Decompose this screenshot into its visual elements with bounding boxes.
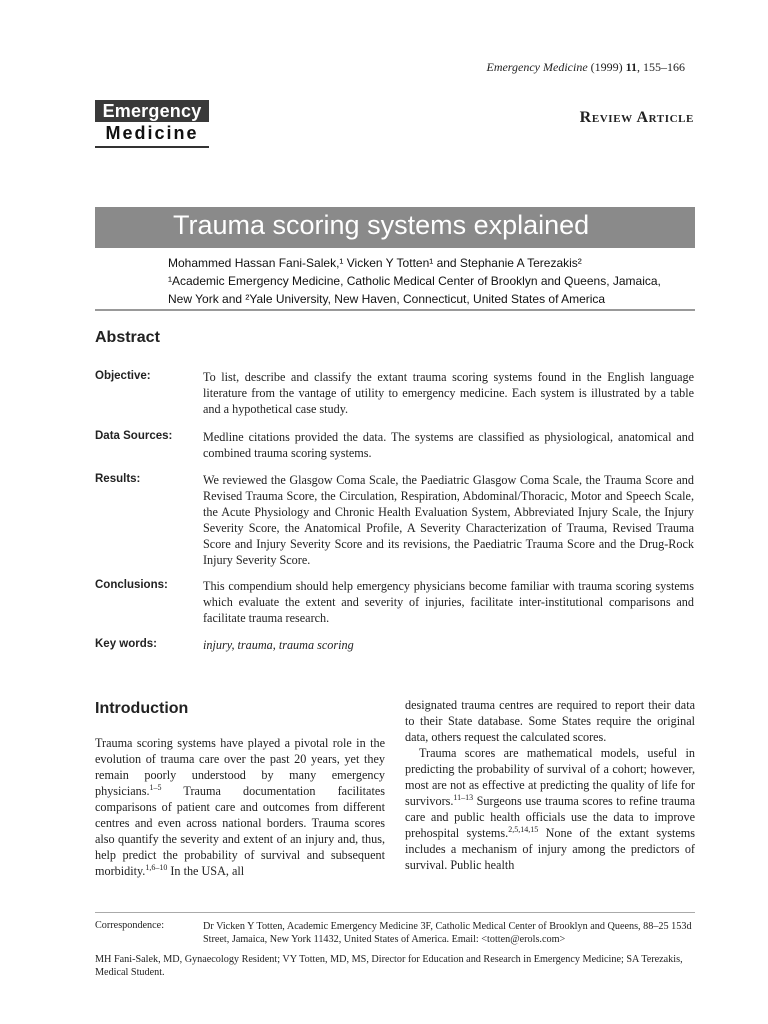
- footer-divider: [95, 912, 695, 913]
- objective-text: To list, describe and classify the extant trauma scoring systems found in the English language literature from the vantage of utility to emergency medicine. Each system is illustrated by a table and a hypothetical case study.: [203, 370, 694, 416]
- citation-ref: 1–5: [149, 782, 162, 792]
- correspondence-text: Dr Vicken Y Totten, Academic Emergency Medicine 3F, Catholic Medical Center of Brooklyn and Queens, 88–25 153d Street, Jamaica, New York 11432, United States of America. Email: <totten@erols.com>: [203, 921, 692, 945]
- intro-text: None of the extant systems includes a mechanism of injury among the predictors of survival. Public health: [405, 826, 695, 872]
- results-text: We reviewed the Glasgow Coma Scale, the Paediatric Glasgow Coma Scale, the Trauma Score and Revised Trauma Score, the Circulation, Respiration, Abdominal/Thoracic, Motor and Speech Scale, the Acute Physiology and Chronic Health Evaluation System, Abbreviated Injury Scale, the Injury Severity Score, the Anatomical Profile, A Severity Characterization of Trauma, Revised Trauma Score and Injury Severity Score and its revisions, the Paediatric Trauma Score and the Drug-Rock Injury Severity Score.: [203, 473, 694, 567]
- author-roles: MH Fani-Salek, MD, Gynaecology Resident; VY Totten, MD, MS, Director for Education and Research in Emergency Medicine; SA Terezakis, Medical Student.: [95, 954, 683, 978]
- logo-line-2: Medicine: [105, 123, 199, 143]
- logo-line-1: Emergency: [95, 100, 209, 122]
- author-block: [168, 254, 708, 308]
- logo-underline: [95, 146, 209, 148]
- objective-label: Objective:: [95, 370, 151, 382]
- article-type: Review Article: [579, 109, 694, 126]
- abstract-heading: Abstract: [95, 329, 160, 346]
- data-sources-label: Data Sources:: [95, 430, 173, 442]
- conclusions-text: This compendium should help emergency physicians become familiar with trauma scoring systems which evaluate the extent and severity of injuries, facilitate inter-institutional comparisons and facilitate trauma research.: [203, 579, 694, 625]
- intro-text: Trauma scores are mathematical models, useful in predicting the probability of survival of a cohort; however, most are not as effective at predicting the quality of life for survivors.: [405, 746, 695, 808]
- body-column-right: [405, 697, 695, 873]
- keywords-text: injury, trauma, trauma scoring: [203, 638, 354, 652]
- journal-name: Emergency Medicine: [486, 60, 588, 74]
- journal-pages: , 155–166: [637, 60, 685, 74]
- journal-citation: [440, 60, 685, 75]
- author-names: Mohammed Hassan Fani-Salek,¹ Vicken Y Totten¹ and Stephanie A Terezakis²: [168, 256, 582, 270]
- introduction-heading: Introduction: [95, 700, 189, 717]
- correspondence-label: Correspondence:: [95, 920, 165, 931]
- body-column-left: [95, 735, 385, 879]
- journal-year: (1999): [590, 60, 623, 74]
- intro-text: In the USA, all: [167, 864, 245, 878]
- author-affiliation-1: ¹Academic Emergency Medicine, Catholic Medical Center of Brooklyn and Queens, Jamaica,: [168, 274, 661, 288]
- conclusions-label: Conclusions:: [95, 579, 168, 591]
- article-title: Trauma scoring systems explained: [173, 210, 590, 240]
- intro-text: Trauma scoring systems have played a pivotal role in the evolution of trauma care over the past 20 years, yet they remain poorly understood by many emergency physicians.: [95, 736, 385, 798]
- intro-paragraph-continued: designated trauma centres are required to report their data to their State database. Some States require the original data, others request the calculated scores.: [405, 698, 695, 744]
- author-affiliation-2: New York and ²Yale University, New Haven, Connecticut, United States of America: [168, 292, 606, 306]
- data-sources-text: Medline citations provided the data. The systems are classified as physiological, anatomical and combined trauma scoring systems.: [203, 430, 694, 460]
- intro-text: Surgeons use trauma scores to refine trauma care and public health officials use the data to improve prehospital systems.: [405, 794, 695, 840]
- intro-paragraph-1: [95, 735, 385, 879]
- keywords-label: Key words:: [95, 638, 157, 650]
- intro-text: Trauma documentation facilitates comparisons of patient care and outcomes from different centres and even across national borders. Trauma scores also quantify the severity and extent of an injury and, thus, help predict the probability of survival and subsequent morbidity.: [95, 784, 385, 878]
- intro-paragraph-2: [405, 745, 695, 873]
- citation-ref: 2,5,14,15: [508, 824, 539, 834]
- header-divider: [95, 309, 695, 311]
- journal-logo: [95, 100, 209, 148]
- results-label: Results:: [95, 473, 141, 485]
- citation-ref: 11–13: [453, 792, 474, 802]
- citation-ref: 1,6–10: [145, 862, 168, 872]
- journal-volume: 11: [625, 60, 637, 74]
